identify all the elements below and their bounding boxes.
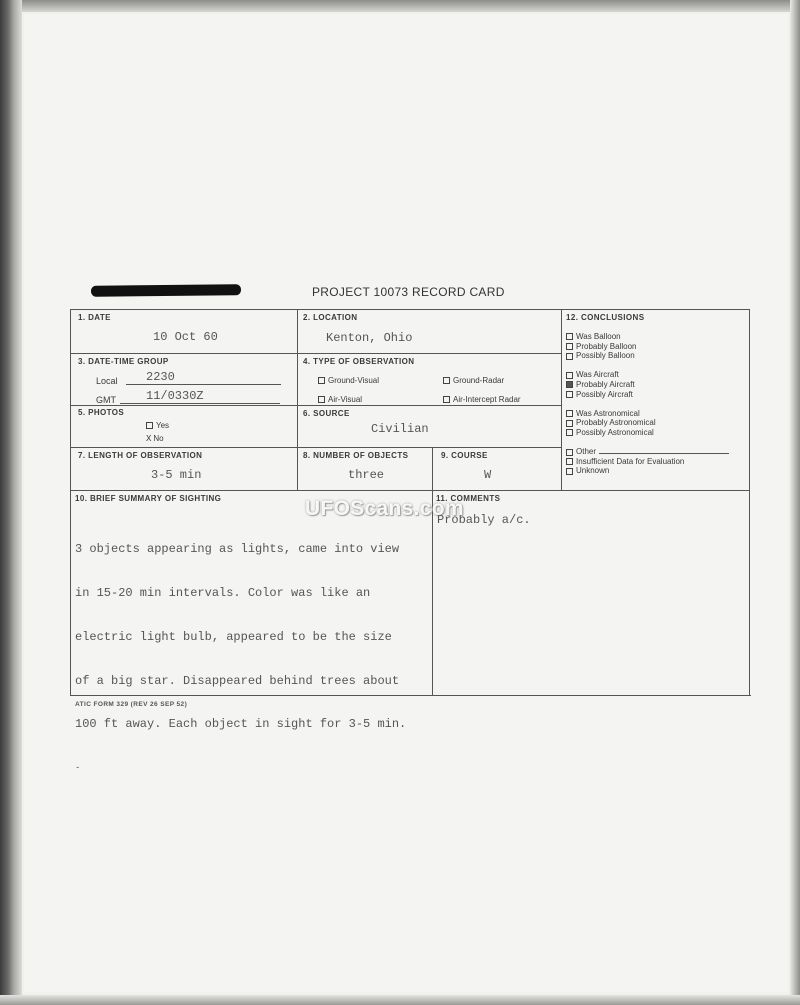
conclusion-other-label: Other bbox=[576, 447, 597, 457]
checkbox-insufficient-data[interactable] bbox=[566, 458, 573, 465]
checkbox-possibly-aircraft[interactable] bbox=[566, 391, 573, 398]
redaction-bar bbox=[91, 284, 241, 297]
conclusions-list bbox=[566, 332, 729, 476]
conclusion-possibly-aircraft-label: Possibly Aircraft bbox=[576, 389, 633, 399]
photos-no-mark: X bbox=[146, 434, 152, 444]
number-of-objects-value: three bbox=[348, 468, 385, 482]
checkbox-possibly-astronomical[interactable] bbox=[566, 429, 573, 436]
conclusion-possibly-astronomical-label: Possibly Astronomical bbox=[576, 427, 654, 437]
number-of-objects-label: 8. NUMBER OF OBJECTS bbox=[303, 451, 409, 460]
date-value: 10 Oct 60 bbox=[153, 330, 218, 344]
scan-edge-top bbox=[0, 0, 800, 12]
photos-yes-option[interactable] bbox=[146, 421, 169, 430]
summary-line: 3 objects appearing as lights, came into view bbox=[75, 542, 400, 557]
conclusion-possibly-aircraft[interactable] bbox=[566, 390, 729, 400]
conclusion-possibly-astronomical[interactable] bbox=[566, 428, 729, 438]
conclusion-possibly-balloon[interactable] bbox=[566, 351, 729, 361]
local-label: Local bbox=[96, 376, 118, 386]
conclusion-probably-balloon[interactable] bbox=[566, 342, 729, 352]
conclusion-probably-balloon-label: Probably Balloon bbox=[576, 341, 637, 351]
divider-row-2 bbox=[70, 405, 562, 406]
conclusion-probably-aircraft[interactable] bbox=[566, 380, 729, 390]
conclusion-probably-astronomical-label: Probably Astronomical bbox=[576, 418, 656, 428]
checkbox-ground-radar[interactable] bbox=[443, 377, 450, 384]
conclusion-other[interactable] bbox=[566, 447, 729, 457]
conclusion-insufficient-data[interactable] bbox=[566, 457, 729, 467]
checkbox-ground-visual[interactable] bbox=[318, 377, 325, 384]
border-right bbox=[749, 309, 750, 696]
checkbox-air-intercept-radar[interactable] bbox=[443, 396, 450, 403]
checkbox-probably-balloon[interactable] bbox=[566, 343, 573, 350]
conclusion-was-astronomical-label: Was Astronomical bbox=[576, 408, 640, 418]
divider-col-1 bbox=[297, 309, 298, 491]
form-footer: ATIC FORM 329 (REV 26 SEP 52) bbox=[75, 701, 188, 708]
conclusion-possibly-balloon-label: Possibly Balloon bbox=[576, 351, 635, 361]
date-time-group-label: 3. DATE-TIME GROUP bbox=[78, 357, 169, 366]
photos-yes-label: Yes bbox=[156, 421, 170, 430]
photos-label: 5. PHOTOS bbox=[78, 408, 125, 417]
type-of-observation-label: 4. TYPE OF OBSERVATION bbox=[303, 357, 415, 366]
summary-line: in 15-20 min intervals. Color was like an bbox=[75, 585, 371, 600]
checkbox-photos-yes[interactable] bbox=[146, 422, 153, 429]
checkbox-other[interactable] bbox=[566, 449, 573, 456]
length-of-observation-label: 7. LENGTH OF OBSERVATION bbox=[78, 451, 203, 460]
summary-line: electric light bulb, appeared to be the size bbox=[75, 629, 392, 644]
divider-row-4 bbox=[70, 490, 750, 491]
brief-summary-label: 10. BRIEF SUMMARY OF SIGHTING bbox=[75, 494, 222, 503]
summary-line: - bbox=[75, 763, 81, 774]
gmt-value: 11/0330Z bbox=[146, 389, 204, 403]
conclusion-insufficient-data-label: Insufficient Data for Evaluation bbox=[576, 456, 685, 466]
option-air-intercept-radar-label: Air-Intercept Radar bbox=[453, 395, 521, 404]
comments-value: Probably a/c. bbox=[437, 513, 531, 527]
course-value: W bbox=[484, 468, 492, 482]
scan-edge-bottom bbox=[0, 995, 800, 1005]
brief-summary-text bbox=[75, 513, 435, 790]
conclusion-probably-aircraft-label: Probably Aircraft bbox=[576, 379, 635, 389]
source-label: 6. SOURCE bbox=[303, 409, 350, 418]
summary-line: 100 ft away. Each object in sight for 3-5 min. bbox=[75, 717, 407, 732]
conclusion-unknown[interactable] bbox=[566, 466, 729, 476]
conclusion-was-astronomical[interactable] bbox=[566, 409, 729, 419]
gmt-underline bbox=[120, 403, 280, 404]
option-ground-radar-label: Ground-Radar bbox=[453, 376, 505, 385]
option-air-visual-label: Air-Visual bbox=[328, 395, 363, 404]
option-air-visual[interactable] bbox=[318, 395, 362, 404]
checkbox-was-aircraft[interactable] bbox=[566, 372, 573, 379]
conclusion-was-balloon-label: Was Balloon bbox=[576, 332, 621, 341]
conclusion-probably-astronomical[interactable] bbox=[566, 418, 729, 428]
checkbox-probably-astronomical[interactable] bbox=[566, 420, 573, 427]
checkbox-possibly-balloon[interactable] bbox=[566, 353, 573, 360]
conclusion-unknown-label: Unknown bbox=[576, 466, 610, 476]
photos-no-label: No bbox=[153, 434, 164, 443]
card-title: PROJECT 10073 RECORD CARD bbox=[312, 285, 505, 299]
date-label: 1. DATE bbox=[78, 313, 111, 322]
checkbox-probably-aircraft[interactable] bbox=[566, 381, 573, 388]
summary-line: of a big star. Disappeared behind trees about bbox=[75, 673, 400, 688]
watermark: UFOScans.com bbox=[305, 497, 464, 520]
conclusion-was-balloon[interactable] bbox=[566, 332, 729, 342]
conclusion-was-aircraft-label: Was Aircraft bbox=[576, 370, 619, 380]
checkbox-was-balloon[interactable] bbox=[566, 333, 573, 340]
conclusions-label: 12. CONCLUSIONS bbox=[566, 313, 645, 322]
option-ground-visual-label: Ground-Visual bbox=[328, 376, 379, 385]
border-top bbox=[70, 309, 750, 310]
course-label: 9. COURSE bbox=[441, 451, 488, 460]
conclusion-was-aircraft[interactable] bbox=[566, 370, 729, 380]
border-left bbox=[70, 309, 71, 696]
source-value: Civilian bbox=[371, 422, 429, 436]
checkbox-was-astronomical[interactable] bbox=[566, 410, 573, 417]
divider-col-2 bbox=[561, 309, 562, 491]
comments-label: 11. COMMENTS bbox=[436, 494, 501, 503]
gmt-label: GMT bbox=[96, 395, 116, 405]
checkbox-unknown[interactable] bbox=[566, 468, 573, 475]
length-of-observation-value: 3-5 min bbox=[151, 468, 202, 482]
option-ground-radar[interactable] bbox=[443, 376, 504, 385]
local-value: 2230 bbox=[146, 370, 175, 384]
scan-edge-left bbox=[0, 0, 22, 1005]
photos-no-option[interactable] bbox=[146, 434, 164, 444]
option-air-intercept-radar[interactable] bbox=[443, 395, 521, 404]
other-underline bbox=[599, 447, 729, 454]
location-label: 2. LOCATION bbox=[303, 313, 358, 322]
scan-edge-right bbox=[790, 0, 800, 1005]
option-ground-visual[interactable] bbox=[318, 376, 379, 385]
divider-row-1 bbox=[70, 353, 562, 354]
location-value: Kenton, Ohio bbox=[326, 331, 413, 345]
local-underline bbox=[126, 384, 281, 385]
checkbox-air-visual[interactable] bbox=[318, 396, 325, 403]
divider-row-3 bbox=[70, 447, 562, 448]
